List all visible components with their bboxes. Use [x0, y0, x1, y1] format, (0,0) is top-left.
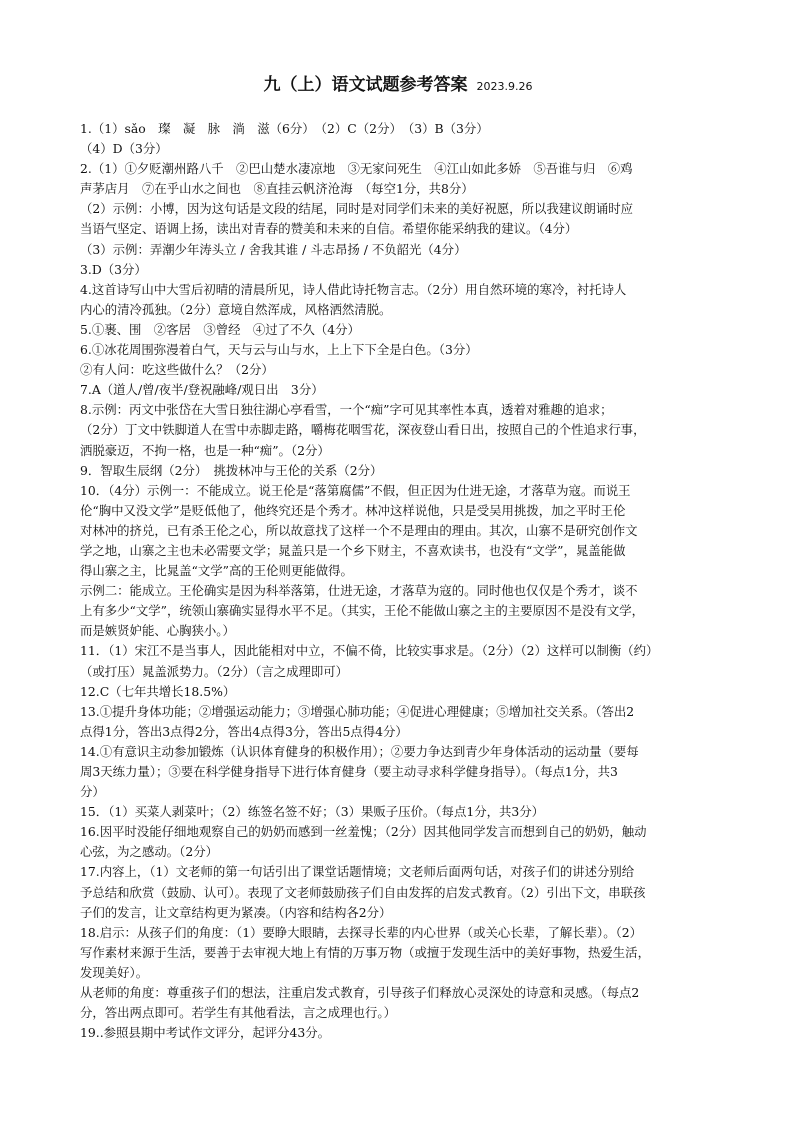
answer-line: 1.（1）sǎo 璨 凝 脉 淌 滋（6分） （2）C（2分） （3）B（3分） [80, 121, 489, 136]
answer-line: 7.A（道人/曾/夜半/登祝融峰/观日出 3分） [80, 382, 324, 398]
answer-line: 予总结和欣赏（鼓励、认可）。表现了文老师鼓励孩子们自由发挥的启发式教育。（2）引出下文，串联孩 [80, 884, 646, 900]
answer-line: 对林冲的挤兑，已有杀王伦之心，所以故意找了这样一个不是理由的理由。其次，山寨不是研究创作文 [80, 522, 638, 538]
answer-line: 13.①提升身体功能；②增强运动能力；③增强心肺功能；④促进心理健康；⑤增加社交关系。（答出2 [80, 703, 635, 719]
answer-line: 3.D（3分） [80, 261, 147, 277]
answer-line: 15．（1）买菜人剥菜叶；（2）练签名签不好；（3）果贩子压价。（每点1分，共3分） [80, 804, 545, 820]
answer-line: （2分）丁文中铁脚道人在雪中赤脚走路，嚼梅花咽雪花，深夜登山看日出，按照自己的个性追求行事， [80, 422, 646, 438]
answer-line: 6.①冰花周围弥漫着白气，天与云与山与水，上上下下全是白色。（3分） [80, 342, 478, 358]
answer-line: 分） [80, 784, 105, 800]
answer-line: 示例二：能成立。王伦确实是因为科举落第，仕进无途，才落草为寇的。同时他也仅仅是个秀才，谈不 [80, 583, 638, 599]
answer-line: 11．（1）宋江不是当事人，因此能相对中立，不偏不倚，比较实事求是。（2分）（2）这样可以制衡（约） [80, 643, 659, 659]
answer-line: 得山寨之主，比晁盖“文学”高的王伦则更能做得。 [80, 563, 353, 579]
answer-line: （4）D（3分） [80, 141, 168, 157]
answer-line: （3）示例：弄潮少年涛头立 / 舍我其谁 / 斗志昂扬 / 不负韶光（4分） [80, 241, 467, 257]
answer-line: 16.因平时没能仔细地观察自己的奶奶而感到一丝羞愧；（2分）因其他同学发言而想到自己的奶奶，触动 [80, 824, 647, 840]
answer-body [80, 119, 716, 1043]
answer-line: 4.这首诗写山中大雪后初晴的清晨所见，诗人借此诗托物言志。（2分）用自然环境的寒冷，衬托诗人 [80, 281, 627, 297]
answer-line: 声茅店月 ⑦在乎山水之间也 ⑧直挂云帆济沧海 （每空1分，共8分） [80, 181, 474, 197]
answer-line: 12.C（七年共增长18.5%） [80, 683, 236, 699]
answer-line: 内心的清冷孤独。（2分）意境自然浑成，风格洒然清脱。 [80, 301, 392, 317]
answer-line: 发现美好）。 [80, 964, 149, 980]
answer-line: 上有多少“文学”，统领山寨确实显得水平不足。（其实，王伦不能做山寨之主的主要原因不是没有文学， [80, 603, 645, 619]
answer-line: 周3天练力量）；③要在科学健身指导下进行体育健身（要主动寻求科学健身指导）。（每点1分，共3 [80, 764, 618, 779]
answer-line: 写作素材来源于生活，要善于去审视大地上有情的万事万物（或擅于发现生活中的美好事物，热爱生活， [80, 944, 650, 960]
answer-sheet [80, 70, 716, 1043]
answer-line: 9．智取生辰纲（2分） 挑拨林冲与王伦的关系（2分） [80, 462, 383, 478]
answer-line: 当语气坚定、语调上扬，读出对青春的赞美和未来的自信。希望你能采纳我的建议。（4分） [80, 221, 578, 237]
header [80, 70, 716, 95]
answer-line: 子们的发言，让文章结构更为紧凑。（内容和结构各2分） [80, 904, 392, 920]
answer-line: 14.①有意识主动参加锻炼（认识体育健身的积极作用）；②要力争达到青少年身体活动的运动量（要每 [80, 743, 639, 759]
answer-line: 点得1分，答出3点得2分，答出4点得3分，答出5点得4分） [80, 723, 408, 739]
page-date: 2023.9.26 [476, 80, 533, 93]
answer-line: 10．（4分）示例一：不能成立。说王伦是“落第腐儒”不假，但正因为仕进无途，才落草为寇。而说王 [80, 482, 631, 498]
answer-line: 19..参照县期中考试作文评分，起评分43分。 [80, 1025, 331, 1041]
answer-line: （2）示例：小博，因为这句话是文段的结尾，同时是对同学们未来的美好祝愿，所以我建议朗诵时应 [80, 201, 634, 217]
answer-line: 学之地，山寨之主也未必需要文学；晁盖只是一个乡下财主，不喜欢读书，也没有“文学”，晁盖能做 [80, 542, 626, 558]
answer-line: （或打压）晁盖派势力。（2分）（言之成理即可） [80, 663, 349, 679]
answer-line: 心弦，为之感动。（2分） [80, 844, 218, 860]
answer-line: 18.启示：从孩子们的角度：（1）要睁大眼睛，去探寻长辈的内心世界（或关心长辈，了解长辈）。（2） [80, 924, 643, 940]
answer-line: 分，答出两点即可。若学生有其他看法，言之成理也行。） [80, 1005, 396, 1021]
answer-line: ②有人问：吃这些做什么？（2分） [80, 362, 274, 378]
answer-line: 洒脱豪迈，不拘一格，也是一种“痴”。（2分） [80, 442, 330, 458]
answer-line: 2.（1）①夕贬潮州路八千 ②巴山楚水凄凉地 ③无家问死生 ④江山如此多娇 ⑤吾谁与归 ⑥鸡 [80, 161, 633, 177]
answer-line: 从老师的角度：尊重孩子们的想法，注重启发式教育，引导孩子们释放心灵深处的诗意和灵感。（每点2 [80, 985, 640, 1001]
answer-line: 而是嫉贤妒能、心胸狭小。） [80, 623, 235, 639]
answer-line: 5.①裹、围 ②客居 ③曾经 ④过了不久（4分） [80, 321, 360, 337]
answer-line: 伦“胸中又没文学”是贬低他了，他终究还是个秀才。林冲这样说他，只是受吴用挑拨，加之平时王伦 [80, 502, 626, 518]
answer-line: 8.示例：丙文中张岱在大雪日独往湖心亭看雪，一个“痴”字可见其率性本真，透着对雅趣的追求； [80, 402, 613, 418]
page-title: 九（上）语文试题参考答案 [263, 75, 468, 95]
answer-line: 17.内容上，（1）文老师的第一句话引出了课堂话题情境；文老师后面两句话，对孩子们的讲述分别给 [80, 864, 635, 880]
